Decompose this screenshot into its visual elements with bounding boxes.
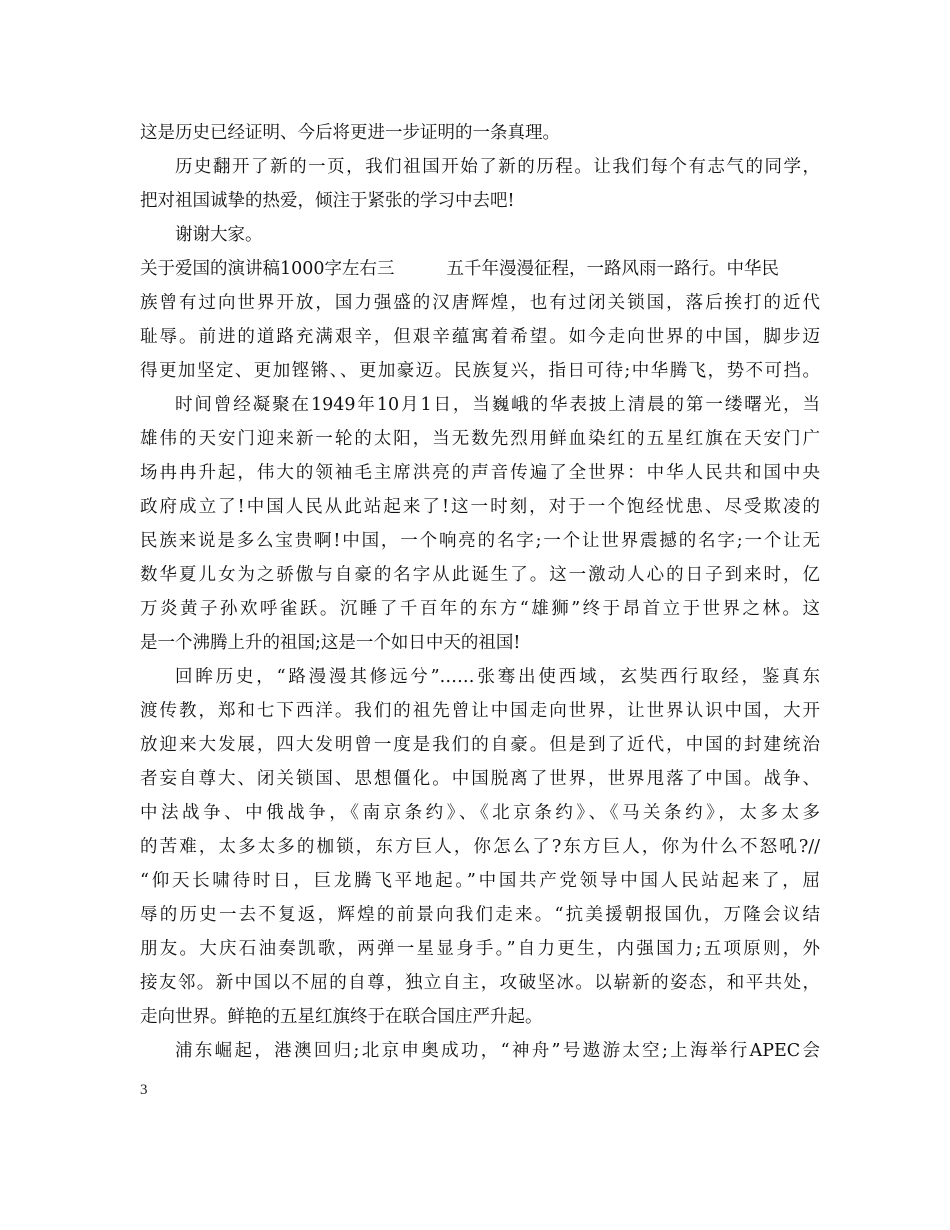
paragraph-line: 中法战争、中俄战争，《南京条约》、《北京条约》、《马关条约》，太多太多	[140, 803, 820, 823]
paragraph-line: 这是历史已经证明、今后将更进一步证明的一条真理。	[140, 123, 560, 143]
paragraph-line: 渡传教，郑和七下西洋。我们的祖先曾让中国走向世界，让世界认识中国，大开	[140, 701, 820, 721]
paragraph-line: 浦东崛起，港澳回归;北京申奥成功，“神舟”号遨游太空;上海举行APEC会	[175, 1041, 820, 1061]
paragraph-line: 政府成立了!中国人民从此站起来了!这一时刻，对于一个饱经忧患、尽受欺凌的	[140, 497, 820, 517]
heading-line	[140, 252, 820, 286]
paragraph-line: 的苦难，太多太多的枷锁，东方巨人，你怎么了?东方巨人，你为什么不怒吼?//	[140, 837, 820, 857]
paragraph-line: 历史翻开了新的一页，我们祖国开始了新的历程。让我们每个有志气的同学，	[175, 157, 820, 177]
page-number: 3	[140, 1082, 148, 1098]
paragraph-line: 放迎来大发展，四大发明曾一度是我们的自豪。但是到了近代，中国的封建统治	[140, 735, 820, 755]
paragraph-line: 把对祖国诚挚的热爱，倾注于紧张的学习中去吧!	[140, 191, 515, 211]
paragraph-line: 谢谢大家。	[175, 225, 263, 245]
paragraph-line: 民族来说是多么宝贵啊!中国，一个响亮的名字;一个让世界震撼的名字;一个让无	[140, 531, 820, 551]
paragraph-line: 族曾有过向世界开放，国力强盛的汉唐辉煌，也有过闭关锁国，落后挨打的近代	[140, 293, 820, 313]
paragraph-line: 走向世界。鲜艳的五星红旗终于在联合国庄严升起。	[140, 1007, 543, 1027]
paragraph-line: 雄伟的天安门迎来新一轮的太阳，当无数先烈用鲜血染红的五星红旗在天安门广	[140, 429, 820, 449]
paragraph-line: 回眸历史，“路漫漫其修远兮”……张骞出使西域，玄奘西行取经，鉴真东	[175, 667, 820, 687]
paragraph-line: 朋友。大庆石油奏凯歌，两弹一星显身手。”自力更生，内强国力;五项原则，外	[140, 939, 820, 959]
paragraph-line: 万炎黄子孙欢呼雀跃。沉睡了千百年的东方“雄狮”终于昂首立于世界之林。这	[140, 599, 820, 619]
paragraph-line: 接友邻。新中国以不屈的自尊，独立自主，攻破坚冰。以崭新的姿态，和平共处，	[140, 973, 820, 993]
paragraph-line: 耻辱。前进的道路充满艰辛，但艰辛蕴寓着希望。如今走向世界的中国，脚步迈	[140, 327, 820, 347]
paragraph-line: 得更加坚定、更加铿锵、、更加豪迈。民族复兴，指日可待;中华腾飞，势不可挡。	[140, 361, 820, 381]
paragraph-line: 场冉冉升起，伟大的领袖毛主席洪亮的声音传遍了全世界：中华人民共和国中央	[140, 463, 820, 483]
paragraph-line: 时间曾经凝聚在1949年10月1日，当巍峨的华表披上清晨的第一缕曙光，当	[175, 395, 820, 415]
line-text: 五千年漫漫征程，一路风雨一路行。中华民	[446, 259, 780, 279]
paragraph-line: 辱的历史一去不复返，辉煌的前景向我们走来。“抗美援朝报国仇，万隆会议结	[140, 905, 820, 925]
paragraph-line: 是一个沸腾上升的祖国;这是一个如日中天的祖国!	[140, 633, 521, 653]
paragraph-line: 者妄自尊大、闭关锁国、思想僵化。中国脱离了世界，世界甩落了中国。战争、	[140, 769, 820, 789]
paragraph-line: 数华夏儿女为之骄傲与自豪的名字从此诞生了。这一激动人心的日子到来时，亿	[140, 565, 820, 585]
section-heading: 关于爱国的演讲稿1000字左右三	[140, 259, 395, 279]
body-text	[140, 116, 820, 1068]
paragraph-line: “仰天长啸待时日，巨龙腾飞平地起。”中国共产党领导中国人民站起来了，屈	[140, 871, 820, 891]
